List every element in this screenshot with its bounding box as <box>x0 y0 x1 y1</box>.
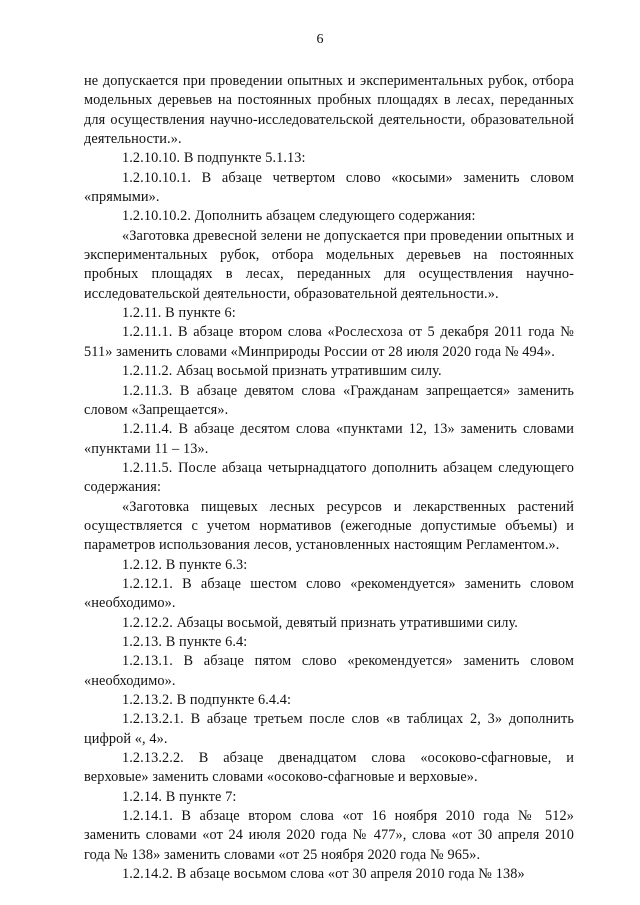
paragraph: 1.2.10.10.2. Дополнить абзацем следующего содержания: <box>122 208 476 225</box>
paragraph: 1.2.14.1. В абзаце втором слова «от 16 ноября 2010 года № 512» заменить словами «от 24 июля 2020 года № 477», слова «от 30 апреля 2010 года № 138» заменить словами «от 25 ноября 2020 года № 965». <box>84 808 574 863</box>
paragraph: 1.2.14. В пункте 7: <box>122 788 237 805</box>
paragraph: 1.2.11.1. В абзаце втором слова «Рослесхоза от 5 декабря 2011 года № 511» заменить словами «Минприроды России от 28 июля 2020 года № 494». <box>84 324 574 360</box>
paragraph: не допускается при проведении опытных и экспериментальных рубок, отбора модельных деревьев на постоянных пробных площадях в лесах, переданных для осуществления научно-исследовательской деятельности, образовательной деятельности.». <box>84 73 574 148</box>
page-number: 6 <box>316 32 324 47</box>
paragraph: 1.2.13.1. В абзаце пятом слово «рекомендуется» заменить словом «необходимо». <box>84 653 574 689</box>
paragraph: 1.2.13.2.2. В абзаце двенадцатом слова «осоково-сфагновые, и верховые» заменить словами «осоково-сфагновые и верховые». <box>84 750 574 786</box>
paragraph: «Заготовка пищевых лесных ресурсов и лекарственных растений осуществляется с учетом нормативов (ежегодные допустимые объемы) и параметров использования лесов, установленных настоящим Регламентом.». <box>84 498 574 554</box>
paragraph: 1.2.12.2. Абзацы восьмой, девятый признать утратившими силу. <box>122 614 518 631</box>
paragraph: 1.2.14.2. В абзаце восьмом слова «от 30 апреля 2010 года № 138» <box>122 866 525 883</box>
document-body <box>84 72 574 884</box>
paragraph: 1.2.12.1. В абзаце шестом слово «рекомендуется» заменить словом «необходимо». <box>84 575 574 612</box>
paragraph: 1.2.12. В пункте 6.3: <box>122 556 248 573</box>
paragraph: 1.2.11. В пункте 6: <box>122 305 236 322</box>
paragraph: «Заготовка древесной зелени не допускается при проведении опытных и экспериментальных рубок, отбора модельных деревьев на постоянных пробных площадях в лесах, переданных для осуществления научно-исследовательской деятельности, образовательной деятельности.». <box>84 227 574 302</box>
paragraph: 1.2.11.4. В абзаце десятом слова «пунктами 12, 13» заменить словами «пунктами 11 – 13». <box>84 421 574 457</box>
paragraph: 1.2.10.10.1. В абзаце четвертом слово «косыми» заменить словом «прямыми». <box>84 169 574 206</box>
paragraph: 1.2.11.2. Абзац восьмой признать утратившим силу. <box>122 363 442 380</box>
paragraph: 1.2.13.2. В подпункте 6.4.4: <box>122 692 292 708</box>
paragraph: 1.2.10.10. В подпункте 5.1.13: <box>122 150 306 167</box>
paragraph: 1.2.11.5. После абзаца четырнадцатого дополнить абзацем следующего содержания: <box>84 459 574 496</box>
paragraph: 1.2.11.3. В абзаце девятом слова «Гражданам запрещается» заменить словом «Запрещается». <box>84 382 574 418</box>
paragraph: 1.2.13.2.1. В абзаце третьем после слов «в таблицах 2, 3» дополнить цифрой «, 4». <box>84 711 574 747</box>
paragraph: 1.2.13. В пункте 6.4: <box>122 633 248 650</box>
